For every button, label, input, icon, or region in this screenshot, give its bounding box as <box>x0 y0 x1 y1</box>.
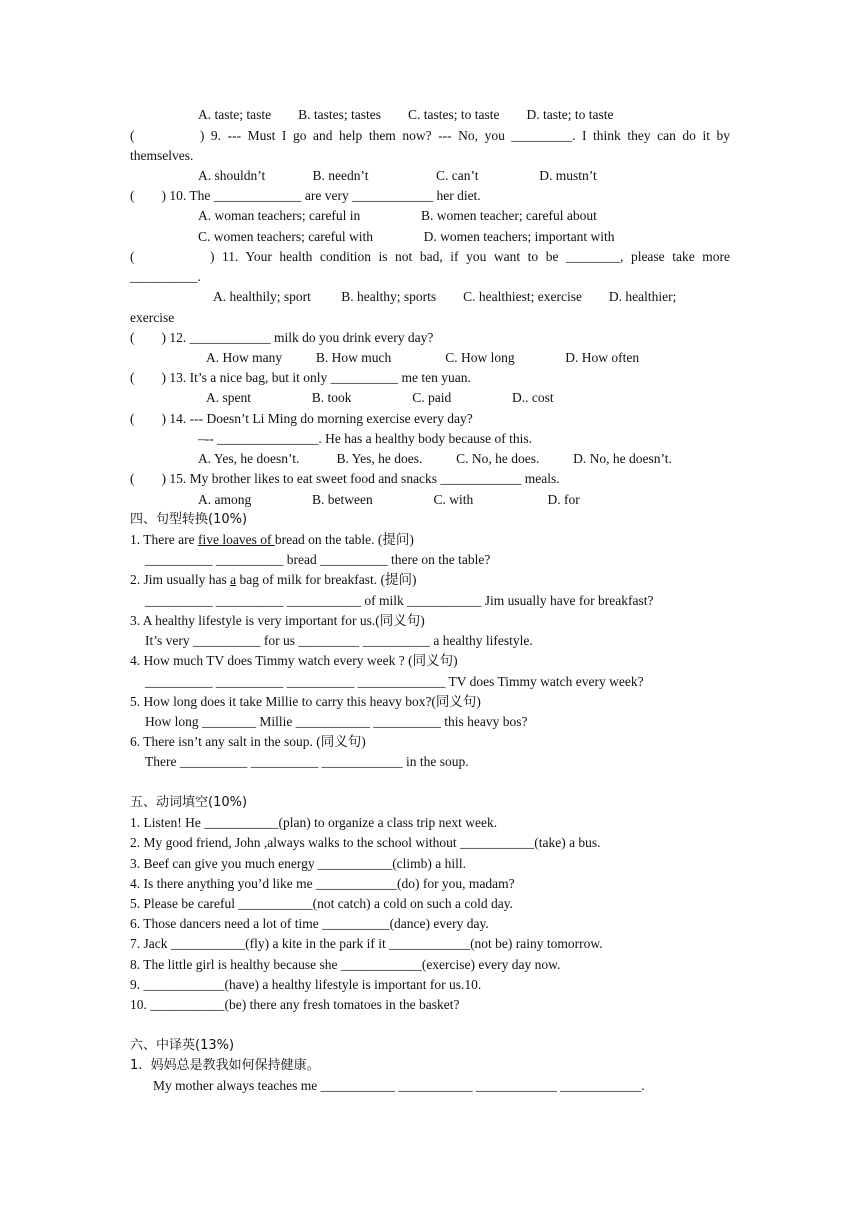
s4-item-2-part: bag of milk for breakfast. (提问) <box>236 572 417 587</box>
s4-item-2-part: 2. Jim usually has <box>130 572 231 587</box>
s4-item-5: 5. How long does it take Millie to carry this heavy box?(同义句) <box>130 694 481 709</box>
s5-item-1: 1. Listen! He ___________(plan) to organize a class trip next week. <box>130 815 498 830</box>
s4-item-3-answer: It’s very __________ for us _________ __________ a healthy lifestyle. <box>145 633 533 648</box>
section-4-heading: 四、句型转换(10%) <box>130 512 248 527</box>
q13-stem: ( ) 13. It’s a nice bag, but it only __________ me ten yuan. <box>130 370 471 385</box>
s4-item-3: 3. A healthy lifestyle is very important for us.(同义句) <box>130 613 425 628</box>
s4-item-1 <box>130 530 414 550</box>
s6-item-1-chinese: 1. 妈妈总是教我如何保持健康。 <box>130 1058 320 1073</box>
s4-item-6-answer: There __________ __________ ____________ in the soup. <box>145 754 469 769</box>
s5-item-7: 7. Jack ___________(fly) a kite in the park if it ____________(not be) rainy tomorrow. <box>130 936 603 951</box>
q10-options-cd: C. women teachers; careful with D. women teachers; important with <box>198 229 615 244</box>
s5-item-10: 10. ___________(be) there any fresh tomatoes in the basket? <box>130 997 460 1012</box>
s5-item-2: 2. My good friend, John ,always walks to the school without ___________(take) a bus. <box>130 835 601 850</box>
s4-item-2-underlined: a <box>230 572 237 587</box>
q11-options-cont: exercise <box>130 310 175 325</box>
s4-item-5-answer: How long ________ Millie ___________ __________ this heavy bos? <box>145 714 528 729</box>
s4-item-6: 6. There isn’t any salt in the soup. (同义句) <box>130 734 366 749</box>
q15-stem: ( ) 15. My brother likes to eat sweet food and snacks ____________ meals. <box>130 471 560 486</box>
q11-stem: ( ) 11. Your health condition is not bad, if you want to be ________, please take more <box>130 249 730 264</box>
s4-item-4: 4. How much TV does Timmy watch every week ? (同义句) <box>130 653 458 668</box>
s5-item-3: 3. Beef can give you much energy ___________(climb) a hill. <box>130 856 467 871</box>
s6-item-1-answer: My mother always teaches me ___________ ___________ ____________ ____________. <box>153 1078 645 1093</box>
q10-stem: ( ) 10. The _____________ are very ____________ her diet. <box>130 188 481 203</box>
s4-item-1-underlined: five loaves of <box>197 532 275 547</box>
q15-options: A. among B. between C. with D. for <box>198 492 580 507</box>
q12-options: A. How many B. How much C. How long D. How often <box>206 350 640 365</box>
s5-item-9: 9. ____________(have) a healthy lifestyle is important for us.10. <box>130 977 482 992</box>
s5-item-5: 5. Please be careful ___________(not catch) a cold on such a cold day. <box>130 896 513 911</box>
q14-options: A. Yes, he doesn’t. B. Yes, he does. C. No, he does. D. No, he doesn’t. <box>198 451 672 466</box>
q14-answer-line: –-- _______________. He has a healthy body because of this. <box>198 431 533 446</box>
q13-options: A. spent B. took C. paid D.. cost <box>206 390 554 405</box>
s4-item-2 <box>130 570 416 590</box>
s4-item-2-answer: __________ __________ ___________ of milk ___________ Jim usually have for breakfast? <box>145 593 654 608</box>
s5-item-8: 8. The little girl is healthy because she ____________(exercise) every day now. <box>130 957 561 972</box>
s5-item-4: 4. Is there anything you’d like me ____________(do) for you, madam? <box>130 876 515 891</box>
s4-item-1-part: 1. There are <box>130 532 198 547</box>
s5-item-6: 6. Those dancers need a lot of time __________(dance) every day. <box>130 916 489 931</box>
q12-stem: ( ) 12. ____________ milk do you drink every day? <box>130 330 434 345</box>
q11-options: A. healthily; sport B. healthy; sports C. healthiest; exercise D. healthier; <box>213 289 677 304</box>
s4-item-1-part: bread on the table. (提问) <box>274 532 414 547</box>
q10-options-ab: A. woman teachers; careful in B. women teacher; careful about <box>198 208 597 223</box>
q8-options: A. taste; taste B. tastes; tastes C. tastes; to taste D. taste; to taste <box>198 107 614 122</box>
q9-stem: ( ) 9. --- Must I go and help them now? --- No, you _________. I think they can do it by <box>130 128 730 143</box>
s4-item-4-answer: __________ __________ __________ _____________ TV does Timmy watch every week? <box>145 674 644 689</box>
section-6-heading: 六、中译英(13%) <box>130 1038 235 1053</box>
q14-stem: ( ) 14. --- Doesn’t Li Ming do morning exercise every day? <box>130 411 473 426</box>
s4-item-1-answer: __________ __________ bread __________ there on the table? <box>145 552 491 567</box>
q9-stem-cont: themselves. <box>130 148 194 163</box>
q11-stem-cont: __________. <box>130 269 201 284</box>
q9-options: A. shouldn’t B. needn’t C. can’t D. mustn’t <box>198 168 597 183</box>
section-5-heading: 五、动词填空(10%) <box>130 795 248 810</box>
